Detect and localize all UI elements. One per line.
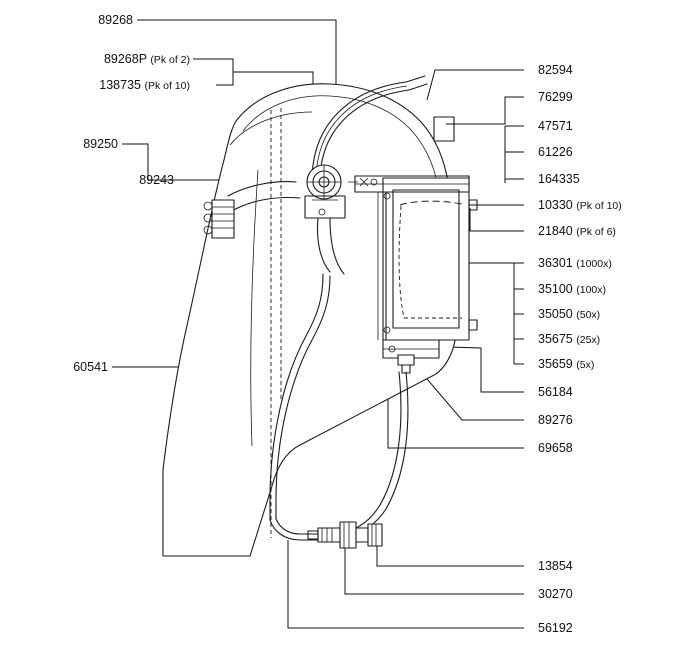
callout-89276 [538, 414, 573, 427]
hose-coupler [308, 522, 382, 548]
callout-164335-number: 164335 [538, 172, 580, 186]
callout-10330 [538, 199, 622, 212]
callout-89268P-number: 89268P [103, 52, 147, 66]
callout-47571 [538, 120, 573, 133]
callout-61226-number: 61226 [538, 145, 573, 159]
callout-60541 [0, 361, 108, 374]
callout-35675-number: 35675 [538, 332, 573, 346]
callout-89243-number: 89243 [139, 173, 174, 187]
callout-10330-number: 10330 [538, 198, 573, 212]
callout-36301-number: 36301 [538, 256, 573, 270]
callout-56184 [538, 386, 573, 399]
callout-35100-number: 35100 [538, 282, 573, 296]
callout-138735 [0, 79, 190, 92]
callout-56184-number: 56184 [538, 385, 573, 399]
callout-69658 [538, 442, 573, 455]
callout-138735-number: 138735 [99, 78, 141, 92]
callout-82594-number: 82594 [538, 63, 573, 77]
callout-21840 [538, 225, 616, 238]
callout-35659-qty: (5x) [576, 359, 595, 371]
callout-138735-qty: (Pk of 10) [144, 80, 190, 92]
callout-89276-number: 89276 [538, 413, 573, 427]
callout-21840-qty: (Pk of 6) [576, 226, 616, 238]
callout-82594 [538, 64, 573, 77]
callout-36301-qty: (1000x) [576, 258, 612, 270]
callout-89268P [0, 53, 190, 66]
callout-35675-qty: (25x) [576, 334, 601, 346]
callout-76299 [538, 91, 573, 104]
callout-47571-number: 47571 [538, 119, 573, 133]
callout-89243 [30, 174, 174, 187]
callout-89250-number: 89250 [83, 137, 118, 151]
callout-56192 [538, 622, 573, 635]
callout-35659 [538, 358, 594, 371]
callout-56192-number: 56192 [538, 621, 573, 635]
callout-35100-qty: (100x) [576, 284, 607, 296]
callout-30270 [538, 588, 573, 601]
callout-35675 [538, 333, 600, 346]
callout-69658-number: 69658 [538, 441, 573, 455]
callout-30270-number: 30270 [538, 587, 573, 601]
callout-76299-number: 76299 [538, 90, 573, 104]
callout-35050-qty: (50x) [576, 309, 601, 321]
callout-89250 [0, 138, 118, 151]
callout-21840-number: 21840 [538, 224, 573, 238]
callout-36301 [538, 257, 612, 270]
callout-35050 [538, 308, 600, 321]
callout-35050-number: 35050 [538, 307, 573, 321]
callout-164335 [538, 173, 580, 186]
callout-60541-number: 60541 [73, 360, 108, 374]
callout-61226 [538, 146, 573, 159]
callout-89268-number: 89268 [98, 13, 133, 27]
callout-35659-number: 35659 [538, 357, 573, 371]
callout-13854 [538, 560, 573, 573]
callout-13854-number: 13854 [538, 559, 573, 573]
callout-89268P-qty: (Pk of 2) [150, 54, 190, 66]
callout-10330-qty: (Pk of 10) [576, 200, 622, 212]
callout-35100 [538, 283, 606, 296]
callout-89268 [18, 14, 133, 27]
